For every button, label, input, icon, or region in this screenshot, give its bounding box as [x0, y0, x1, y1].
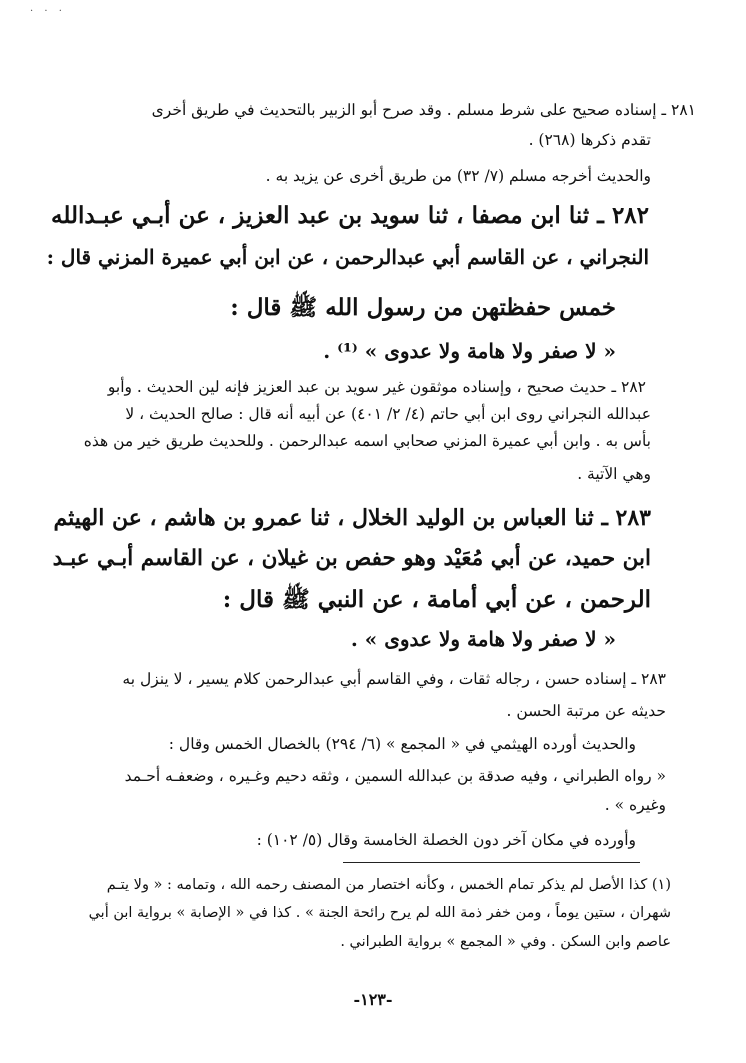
footnote-separator	[343, 862, 640, 863]
hadith-282-line-3: خمس حفظتهن من رسول الله ﷺ قال :	[230, 294, 616, 321]
hadith-283-line-2: ابن حميد، عن أبي مُعَيْد وهو حفص بن غيلان ، عن القاسم أبـي عبـد	[52, 546, 651, 571]
corner-mark: · · ·	[30, 6, 66, 17]
commentary-282-line-2: عبدالله النجراني روى ابن أبي حاتم (٤/ ٢/ ٤٠١) عن أبيه أنه قال : صالح الحديث ، لا	[125, 405, 651, 423]
commentary-281-line-1: ٢٨١ ـ إسناده صحيح على شرط مسلم . وقد صرح أبو الزبير بالتحديث في طريق أخرى	[151, 101, 696, 119]
commentary-282-line-1: ٢٨٢ ـ حديث صحيح ، وإسناده موثقون غير سويد بن عبد العزيز فإنه لين الحديث . وأبو	[107, 378, 646, 396]
hadith-283-line-1: ٢٨٣ ـ ثنا العباس بن الوليد الخلال ، ثنا عمرو بن هاشم ، عن الهيثم	[53, 505, 651, 531]
commentary-283-line-5: وغيره » .	[604, 796, 666, 814]
page-number: -١٢٣-	[353, 990, 393, 1009]
commentary-283-line-4: « رواه الطبراني ، وفيه صدقة بن عبدالله السمين ، وثقه دحيم وغـيره ، وضعفـه أحـمد	[124, 767, 666, 785]
commentary-283-line-6: وأورده في مكان آخر دون الخصلة الخامسة وقال (٥/ ١٠٢) :	[256, 831, 636, 849]
commentary-282-line-3: بأس به . وابن أبي عميرة المزني صحابي اسمه عبدالرحمن . وللحديث طريق خير من هذه	[83, 432, 651, 450]
hadith-283-line-4: « لا صفر ولا هامة ولا عدوى » .	[350, 627, 616, 651]
hadith-282-line-1: ٢٨٢ ـ ثنا ابن مصفا ، ثنا سويد بن عبد العزيز ، عن أبـي عبـدالله	[51, 202, 649, 229]
hadith-282-line-4: « لا صفر ولا هامة ولا عدوى » ⁽¹⁾ .	[323, 339, 616, 363]
footnote-line-1: (١) كذا الأصل لم يذكر تمام الخمس ، وكأنه اختصار من المصنف رحمه الله ، وتمامه : « ولا يتـم	[106, 877, 671, 893]
footnote-line-3: عاصم وابن السكن . وفي « المجمع » برواية الطبراني .	[340, 934, 671, 950]
footnote-line-2: شهران ، ستين يوماً ، ومن خفر ذمة الله لم يرح رائحة الجنة » . كذا في « الإصابة » برواية ابن أبي	[88, 905, 671, 921]
commentary-282-line-4: وهي الآتية .	[577, 465, 651, 483]
hadith-283-line-3: الرحمن ، عن أبي أمامة ، عن النبي ﷺ قال :	[222, 586, 651, 613]
commentary-283-line-3: والحديث أورده الهيثمي في « المجمع » (٦/ ٢٩٤) بالخصال الخمس وقال :	[168, 735, 636, 753]
commentary-283-line-2: حديثه عن مرتبة الحسن .	[506, 702, 666, 720]
commentary-281-line-3: والحديث أخرجه مسلم (٧/ ٣٢) من طريق أخرى عن يزيد به .	[265, 167, 651, 185]
hadith-282-line-2: النجراني ، عن القاسم أبي عبدالرحمن ، عن ابن أبي عميرة المزني قال :	[46, 245, 649, 269]
commentary-283-line-1: ٢٨٣ ـ إسناده حسن ، رجاله ثقات ، وفي القاسم أبي عبدالرحمن كلام يسير ، لا ينزل به	[122, 670, 666, 688]
commentary-281-line-2: تقدم ذكرها (٢٦٨) .	[528, 131, 651, 149]
